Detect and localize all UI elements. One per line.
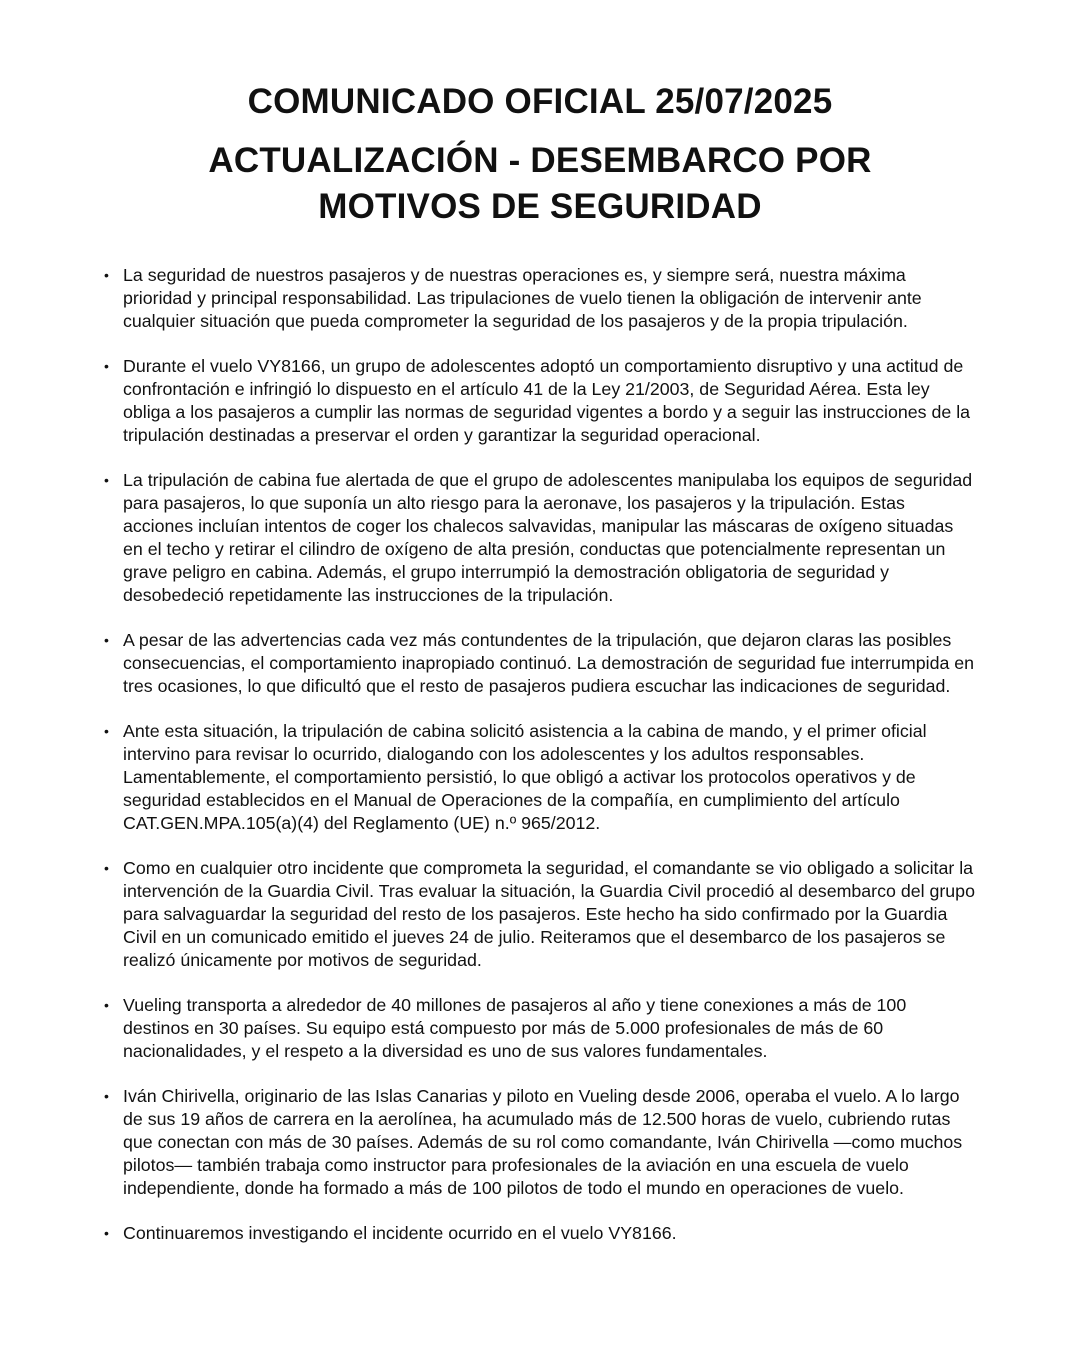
bullet-investigation: • Continuaremos investigando el incidente ocurrido en el vuelo VY8166. [104, 1222, 976, 1245]
header [0, 78, 1080, 230]
bullet-vueling-facts: • Vueling transporta a alrededor de 40 millones de pasajeros al año y tiene conexiones a más de 100 destinos en 30 países. Su equipo está compuesto por más de 5.000 profesionales de más de 60 nacionalidades, y el respeto a la diversidad es uno de sus valores fundamentales. [104, 994, 976, 1063]
bullet-guardia-civil: • Como en cualquier otro incidente que comprometa la seguridad, el comandante se vio obligado a solicitar la intervención de la Guardia Civil. Tras evaluar la situación, la Guardia Civil procedió al desembarco del grupo para salvaguardar la seguridad del resto de los pasajeros. Este hecho ha sido confirmado por la Guardia Civil en un comunicado emitido el jueves 24 de julio. Reiteramos que el desembarco de los pasajeros se realizó únicamente por motivos de seguridad. [104, 857, 976, 972]
statement-date-title: COMUNICADO OFICIAL 25/07/2025 [247, 82, 833, 121]
bullet-first-officer: • Ante esta situación, la tripulación de cabina solicitó asistencia a la cabina de mando, y el primer oficial intervino para revisar lo ocurrido, dialogando con los adolescentes y los adultos responsables. Lamentablemente, el comportamiento persistió, lo que obligó a activar los protocolos operativos y de seguridad establecidos en el Manual de Operaciones de la compañía, en cumplimiento del artículo CAT.GEN.MPA.105(a)(4) del Reglamento (UE) n.º 965/2012. [104, 720, 976, 835]
statement-bullet-list [104, 264, 976, 1267]
bullet-warnings: • A pesar de las advertencias cada vez más contundentes de la tripulación, que dejaron claras las posibles consecuencias, el comportamiento inapropiado continuó. La demostración de seguridad fue interrumpida en tres ocasiones, lo que dificultó que el resto de pasajeros pudiera escuchar las indicaciones de seguridad. [104, 629, 976, 698]
bullet-flight-incident: • Durante el vuelo VY8166, un grupo de adolescentes adoptó un comportamiento disruptivo y una actitud de confrontación e infringió lo dispuesto en el artículo 41 de la Ley 21/2003, de Seguridad Aérea. Esta ley obliga a los pasajeros a cumplir las normas de seguridad vigentes a bordo y a seguir las instrucciones de la tripulación destinadas a preservar el orden y garantizar la seguridad operacional. [104, 355, 976, 447]
bullet-safety-priority: • La seguridad de nuestros pasajeros y de nuestras operaciones es, y siempre será, nuestra máxima prioridad y principal responsabilidad. Las tripulaciones de vuelo tienen la obligación de intervenir ante cualquier situación que pueda comprometer la seguridad de los pasajeros y de la propia tripulación. [104, 264, 976, 333]
bullet-equipment-tampering: • La tripulación de cabina fue alertada de que el grupo de adolescentes manipulaba los equipos de seguridad para pasajeros, lo que suponía un alto riesgo para la aeronave, los pasajeros y la tripulación. Estas acciones incluían intentos de coger los chalecos salvavidas, manipular las máscaras de oxígeno situadas en el techo y retirar el cilindro de oxígeno de alta presión, conductas que potencialmente representan un grave peligro en cabina. Además, el grupo interrumpió la demostración obligatoria de seguridad y desobedeció repetidamente las instrucciones de la tripulación. [104, 469, 976, 607]
bullet-captain-profile: • Iván Chirivella, originario de las Islas Canarias y piloto en Vueling desde 2006, operaba el vuelo. A lo largo de sus 19 años de carrera en la aerolínea, ha acumulado más de 12.500 horas de vuelo, cubriendo rutas que conectan con más de 30 países. Además de su rol como comandante, Iván Chirivella —como muchos pilotos— también trabaja como instructor para profesionales de la aviación en una escuela de vuelo independiente, donde ha formado a más de 100 pilotos de todo el mundo en operaciones de vuelo. [104, 1085, 976, 1200]
statement-main-title: ACTUALIZACIÓN - DESEMBARCO POR MOTIVOS DE SEGURIDAD [208, 141, 872, 226]
